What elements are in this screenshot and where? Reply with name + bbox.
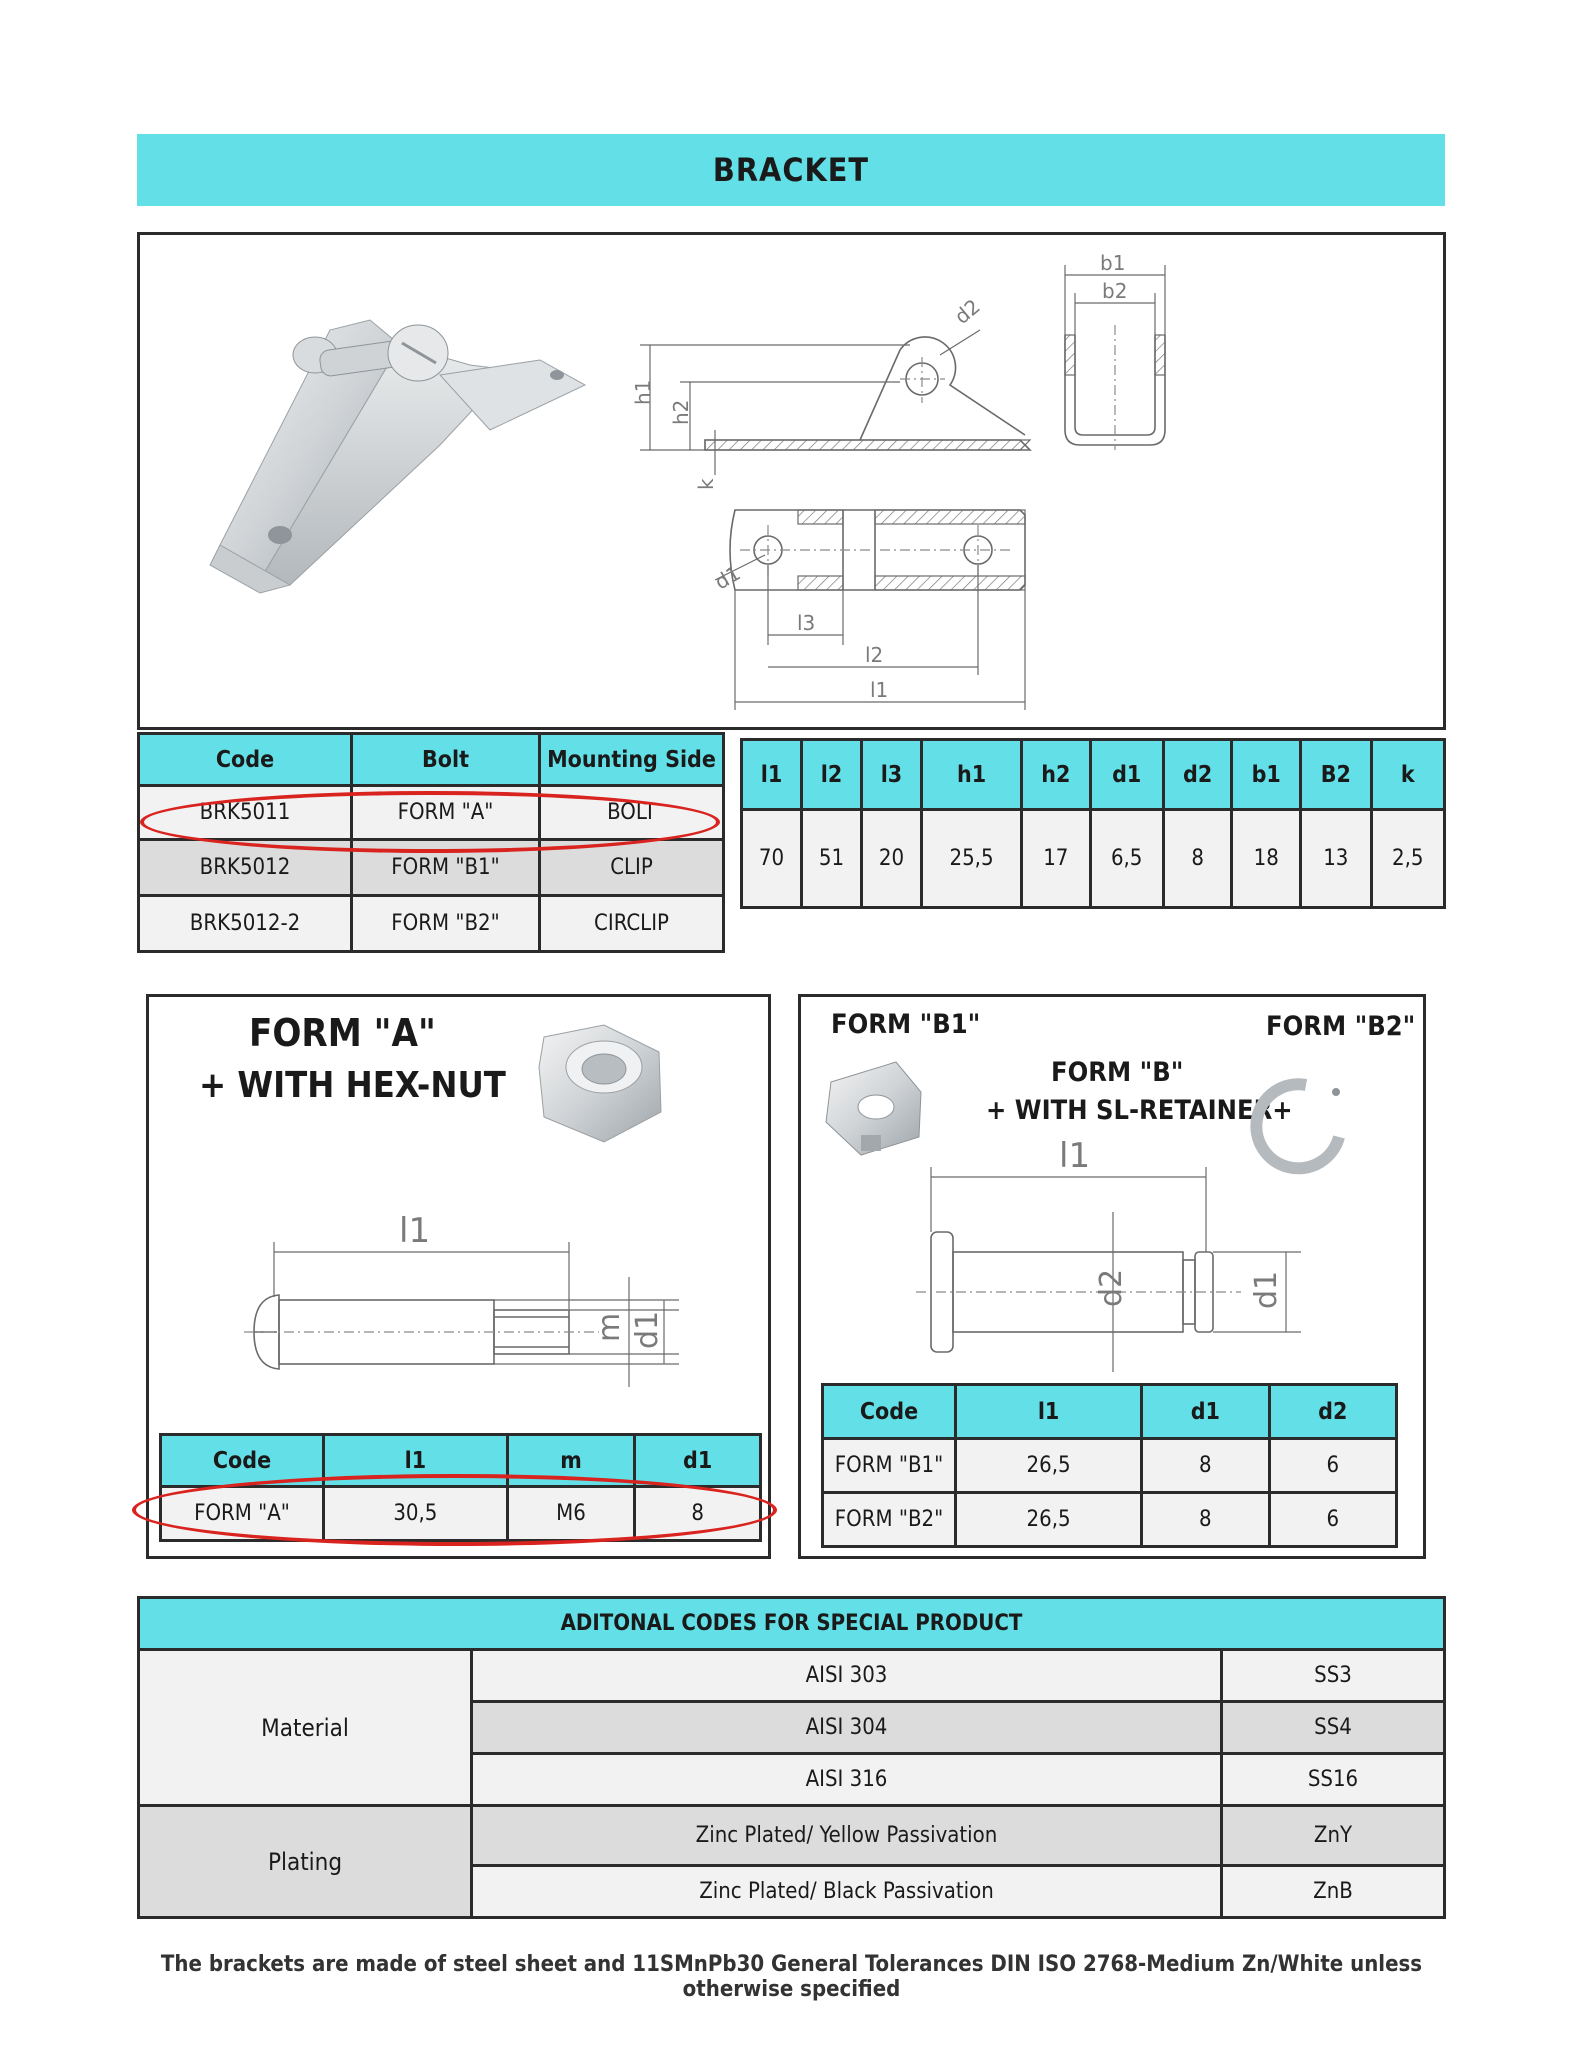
col-header-b1: b1: [1232, 740, 1301, 810]
cell-d1: 8: [1142, 1493, 1269, 1547]
form-b-subtitle: + WITH SL-RETAINER+: [986, 1095, 1293, 1126]
cell-d1: 8: [1142, 1439, 1269, 1493]
form-b2-label: FORM "B2": [1266, 1011, 1416, 1042]
cell-d2: 8: [1163, 810, 1232, 908]
cell-h2: 17: [1022, 810, 1090, 908]
col-header-d1: d1: [1090, 740, 1163, 810]
cell-l1: 26,5: [956, 1493, 1142, 1547]
cell-code: SS3: [1222, 1650, 1445, 1702]
col-header-d2: d2: [1269, 1385, 1396, 1439]
dim-label-l1: l1: [870, 678, 889, 702]
circlip-image: [1256, 1084, 1340, 1168]
table-row: [139, 896, 724, 952]
form-a-label-m: m: [592, 1312, 627, 1342]
highlight-oval-form-a: [132, 1474, 777, 1546]
additional-codes-table: [137, 1596, 1446, 1919]
col-header-d1: d1: [635, 1435, 761, 1487]
col-header-l1: l1: [324, 1435, 508, 1487]
cell-l1: 26,5: [956, 1439, 1142, 1493]
cell-code: ZnB: [1222, 1866, 1445, 1918]
cell-plating: Zinc Plated/ Black Passivation: [472, 1866, 1222, 1918]
col-header-h2: h2: [1022, 740, 1090, 810]
dim-label-b2: b2: [1102, 279, 1128, 303]
page-title: BRACKET: [137, 134, 1445, 206]
form-b-panel: [798, 994, 1426, 1559]
form-b-label-l1: l1: [1059, 1136, 1091, 1176]
cell-material: AISI 316: [472, 1754, 1222, 1806]
cell-material: AISI 303: [472, 1650, 1222, 1702]
table-row: [139, 1650, 1445, 1702]
dim-label-l2: l2: [865, 643, 884, 667]
bracket-technical-drawing: [140, 235, 1443, 727]
form-a-title: FORM "A": [249, 1011, 436, 1055]
cell-l1: 30,5: [324, 1487, 508, 1541]
col-header-code: Code: [139, 734, 352, 786]
additional-codes-title: ADITONAL CODES FOR SPECIAL PRODUCT: [139, 1598, 1445, 1650]
dim-label-l3: l3: [797, 611, 816, 635]
col-header-code: Code: [161, 1435, 324, 1487]
bracket-end-view: [1065, 251, 1165, 450]
bracket-3d-image: [210, 320, 585, 593]
cell-material: AISI 304: [472, 1702, 1222, 1754]
table-row: [823, 1439, 1397, 1493]
cell-d1: 6,5: [1090, 810, 1163, 908]
col-header-h1: h1: [921, 740, 1021, 810]
cell-mounting-side: CIRCLIP: [540, 896, 724, 952]
cell-code: BRK5012-2: [139, 896, 352, 952]
cell-d2: 6: [1269, 1439, 1396, 1493]
cell-mounting-side: CLIP: [540, 840, 724, 896]
bracket-drawing-frame: [137, 232, 1446, 730]
cell-bolt: FORM "B2": [352, 896, 540, 952]
form-a-label-d1: d1: [630, 1310, 665, 1349]
dim-label-d1: d1: [710, 560, 745, 595]
form-b-pin-drawing: [916, 1136, 1301, 1372]
bracket-dimensions-table: [740, 738, 1446, 909]
cell-B2: 13: [1300, 810, 1371, 908]
cell-d2: 6: [1269, 1493, 1396, 1547]
plating-label: Plating: [139, 1806, 472, 1918]
col-header-l3: l3: [861, 740, 921, 810]
form-b-table: [821, 1383, 1398, 1548]
table-row: [139, 1806, 1445, 1866]
cell-d1: 8: [635, 1487, 761, 1541]
form-b-label-d2: d2: [1094, 1268, 1129, 1307]
dim-label-h2: h2: [669, 399, 693, 425]
col-header-l1: l1: [956, 1385, 1142, 1439]
cell-l2: 51: [801, 810, 861, 908]
dim-label-d2: d2: [949, 294, 985, 329]
cell-code: SS16: [1222, 1754, 1445, 1806]
col-header-bolt: Bolt: [352, 734, 540, 786]
col-header-d2: d2: [1163, 740, 1232, 810]
col-header-k: k: [1371, 740, 1444, 810]
cell-code: ZnY: [1222, 1806, 1445, 1866]
col-header-mounting-side: Mounting Side: [540, 734, 724, 786]
form-a-bolt-drawing: [244, 1211, 679, 1387]
cell-code: FORM "B1": [823, 1439, 956, 1493]
cell-m: M6: [507, 1487, 635, 1541]
cell-code: FORM "A": [161, 1487, 324, 1541]
hex-nut-image: [539, 1025, 661, 1142]
dim-label-b1: b1: [1100, 251, 1126, 275]
cell-code: SS4: [1222, 1702, 1445, 1754]
cell-b1: 18: [1232, 810, 1301, 908]
col-header-m: m: [507, 1435, 635, 1487]
col-header-d1: d1: [1142, 1385, 1269, 1439]
col-header-l1: l1: [742, 740, 802, 810]
form-b1-label: FORM "B1": [831, 1009, 981, 1040]
cell-code: BRK5011: [139, 786, 352, 840]
cell-l1: 70: [742, 810, 802, 908]
col-header-B2: B2: [1300, 740, 1371, 810]
cell-bolt: FORM "A": [352, 786, 540, 840]
dim-label-k: k: [694, 478, 718, 490]
cell-bolt: FORM "B1": [352, 840, 540, 896]
cell-k: 2,5: [1371, 810, 1444, 908]
bracket-top-view: [711, 510, 1026, 710]
sl-retainer-clip-image: [826, 1062, 921, 1155]
cell-code: FORM "B2": [823, 1493, 956, 1547]
cell-plating: Zinc Plated/ Yellow Passivation: [472, 1806, 1222, 1866]
form-a-label-l1: l1: [399, 1211, 431, 1251]
col-header-code: Code: [823, 1385, 956, 1439]
form-b-label-d1: d1: [1249, 1270, 1284, 1309]
col-header-l2: l2: [801, 740, 861, 810]
cell-mounting-side: BOLT: [540, 786, 724, 840]
cell-code: BRK5012: [139, 840, 352, 896]
highlight-oval-brk5011: [140, 791, 720, 853]
material-label: Material: [139, 1650, 472, 1806]
cell-h1: 25,5: [921, 810, 1021, 908]
table-row: [742, 810, 1445, 908]
table-row: [823, 1493, 1397, 1547]
bracket-side-view: [631, 294, 1030, 490]
form-b-title: FORM "B": [1051, 1057, 1184, 1088]
cell-l3: 20: [861, 810, 921, 908]
footer-note: The brackets are made of steel sheet and 11SMnPb30 General Tolerances DIN ISO 2768-Medium Zn/White unless otherwise specified: [160, 1952, 1423, 2002]
form-a-subtitle: + WITH HEX-NUT: [199, 1065, 506, 1106]
dim-label-h1: h1: [631, 379, 655, 405]
